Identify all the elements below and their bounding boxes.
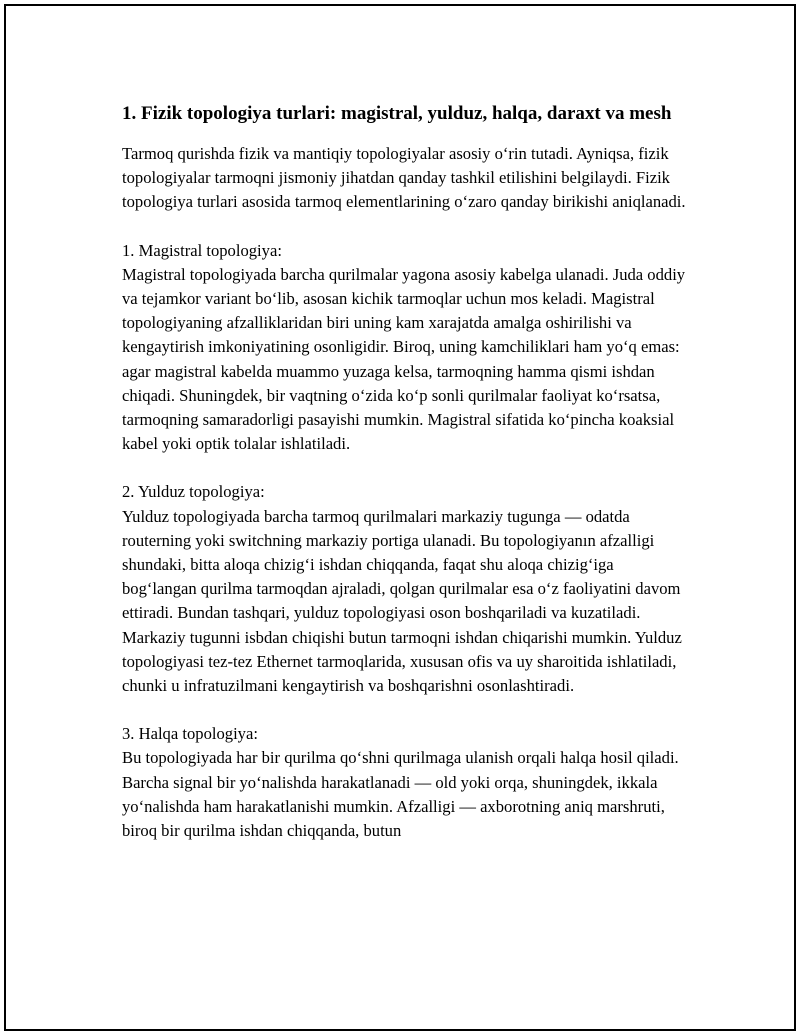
section-heading: 1. Magistral topologiya:: [122, 240, 282, 260]
section-halqa: [122, 722, 692, 843]
intro-paragraph: Tarmoq qurishda fizik va mantiqiy topologiyalar asosiy o‘rin tutadi. Ayniqsa, fizik topologiyalar tarmoqni jismoniy jihatdan qanday tashkil etilishini belgilaydi. Fizik topologiya turlari asosida tarmoq elementlarining o‘zaro qanday birikishi aniqlanadi.: [122, 144, 686, 212]
document-page: [4, 4, 796, 1031]
document-title: 1. Fizik topologiya turlari: magistral, yulduz, halqa, daraxt va mesh: [122, 103, 672, 124]
section-heading: 2. Yulduz topologiya:: [122, 482, 265, 502]
section-magistral: [122, 239, 692, 457]
section-body: Bu topologiyada har bir qurilma qo‘shni qurilmaga ulanish orqali halqa hosil qiladi. Barcha signal bir yo‘nalishda harakatlanadi — old yoki orqa, shuningdek, ikkala yo‘nalishda ham harakatlanishi mumkin. Afzalligi — axborotning aniq marshruti, biroq bir qurilma ishdan chiqqanda, butun: [122, 748, 679, 841]
section-body: Magistral topologiyada barcha qurilmalar yagona asosiy kabelga ulanadi. Juda oddiy va tejamkor variant bo‘lib, asosan kichik tarmoqlar uchun mos keladi. Magistral topologiyaning afzalliklaridan biri uning kam xarajatda amalga oshirilishi va kengaytirish imkoniyatining osonligidir. Biroq, uning kamchiliklari ham yo‘q emas: agar magistral kabelda muammo yuzaga kelsa, tarmoqning hamma qismi ishdan chiqadi. Shuningdek, bir vaqtning o‘zida ko‘p sonli qurilmalar faoliyat ko‘rsatsa, tarmoqning samaradorligi pasayishi mumkin. Magistral sifatida ko‘pincha koaksial kabel yoki optik tolalar ishlatiladi.: [122, 264, 686, 454]
section-yulduz: [122, 480, 692, 698]
section-body: Yulduz topologiyada barcha tarmoq qurilmalari markaziy tugunga — odatda routerning yoki switchning markaziy portiga ulanadi. Bu topologiyanın afzalligi shundaki, bitta aloqa chizig‘i ishdan chiqqanda, faqat shu aloqa chizig‘iga bog‘langan qurilma tarmoqdan ajraladi, qolgan qurilmalar esa o‘z faoliyatini davom ettiradi. Bundan tashqari, yulduz topologiyasi oson boshqariladi va kuzatiladi. Markaziy tugunni isbdan chiqishi butun tarmoqni ishdan chiqarishi mumkin. Yulduz topologiyasi tez-tez Ethernet tarmoqlarida, xususan ofis va uy sharoitida ishlatiladi, chunki u infratuzilmani kengaytirish va boshqarishni osonlashtiradi.: [122, 506, 682, 696]
section-heading: 3. Halqa topologiya:: [122, 724, 258, 744]
document-content: [122, 100, 692, 867]
